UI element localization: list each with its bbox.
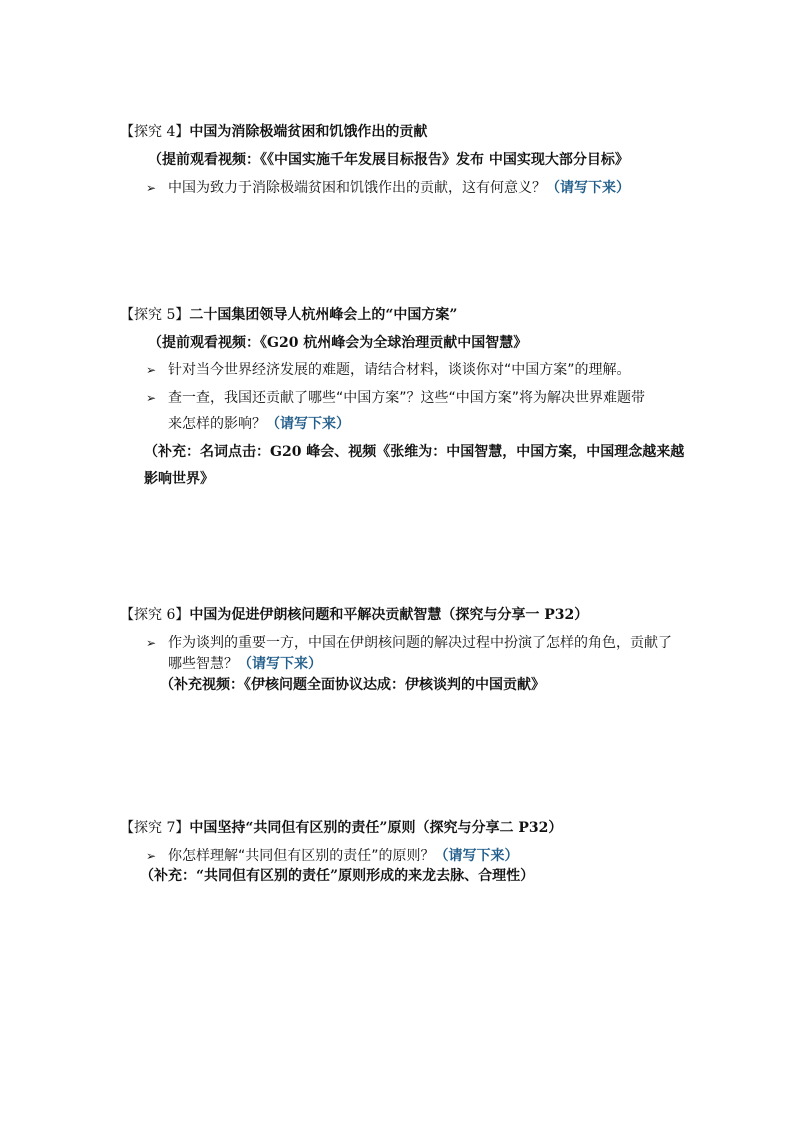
section-5-title: 二十国集团领导人杭州峰会上的“中国方案” (189, 307, 458, 323)
section-5-question-1: 针对当今世界经济发展的难题，请结合材料，谈谈你对“中国方案”的理解。 (168, 362, 631, 378)
write-down-note: （请写下来） (238, 656, 322, 672)
section-4-video: （提前观看视频：《《中国实施千年发展目标报告》发布 中国实现大部分目标》 (148, 152, 629, 168)
section-5-supplement-line-1: （补充：名词点击：G20 峰会、视频《张维为：中国智慧，中国方案，中国理念越来越 (144, 444, 685, 460)
section-6-question-1-line-2 (168, 654, 322, 674)
section-4-label: 【探究 4】 (120, 124, 190, 140)
section-4-question-1 (168, 178, 630, 198)
bullet-icon: ➢ (146, 181, 157, 195)
section-5-label: 【探究 5】 (120, 307, 190, 323)
section-6-question-1-line-1: 作为谈判的重要一方，中国在伊朗核问题的解决过程中扮演了怎样的角色，贡献了 (168, 635, 672, 651)
section-6-heading (120, 605, 588, 625)
bullet-icon: ➢ (146, 363, 157, 377)
section-7-heading (120, 818, 562, 838)
section-7-question-1 (168, 846, 519, 866)
question-text: 你怎样理解“共同但有区别的责任”的原则？ (168, 848, 435, 864)
section-7-title: 中国坚持“共同但有区别的责任”原则（探究与分享二 P32） (189, 820, 563, 836)
write-down-note: （请写下来） (546, 180, 630, 196)
section-5-video: （提前观看视频：《G20 杭州峰会为全球治理贡献中国智慧》 (148, 335, 528, 351)
section-6-label: 【探究 6】 (120, 607, 190, 623)
section-7-label: 【探究 7】 (120, 820, 190, 836)
write-down-note: （请写下来） (266, 416, 350, 432)
section-5-question-2-line-2 (168, 414, 350, 434)
bullet-icon: ➢ (146, 391, 157, 405)
section-5-question-2-line-1: 查一查，我国还贡献了哪些“中国方案”？这些“中国方案”将为解决世界难题带 (168, 390, 646, 406)
question-text: 中国为致力于消除极端贫困和饥饿作出的贡献，这有何意义？ (168, 180, 546, 196)
section-5-supplement-line-2: 影响世界》 (144, 471, 214, 487)
section-7-supplement: （补充：“共同但有区别的责任”原则形成的来龙去脉、合理性） (140, 868, 535, 884)
section-5-heading (120, 305, 457, 325)
section-6-supplement: （补充视频：《伊核问题全面协议达成：伊核谈判的中国贡献》 (160, 677, 545, 693)
section-4-heading (120, 122, 427, 142)
question-text: 来怎样的影响？ (168, 416, 266, 432)
question-text: 哪些智慧？ (168, 656, 238, 672)
section-4-title: 中国为消除极端贫困和饥饿作出的贡献 (189, 124, 428, 140)
section-6-title: 中国为促进伊朗核问题和平解决贡献智慧（探究与分享一 P32） (189, 607, 589, 623)
write-down-note: （请写下来） (434, 848, 519, 864)
bullet-icon: ➢ (146, 636, 157, 650)
bullet-icon: ➢ (146, 849, 157, 863)
